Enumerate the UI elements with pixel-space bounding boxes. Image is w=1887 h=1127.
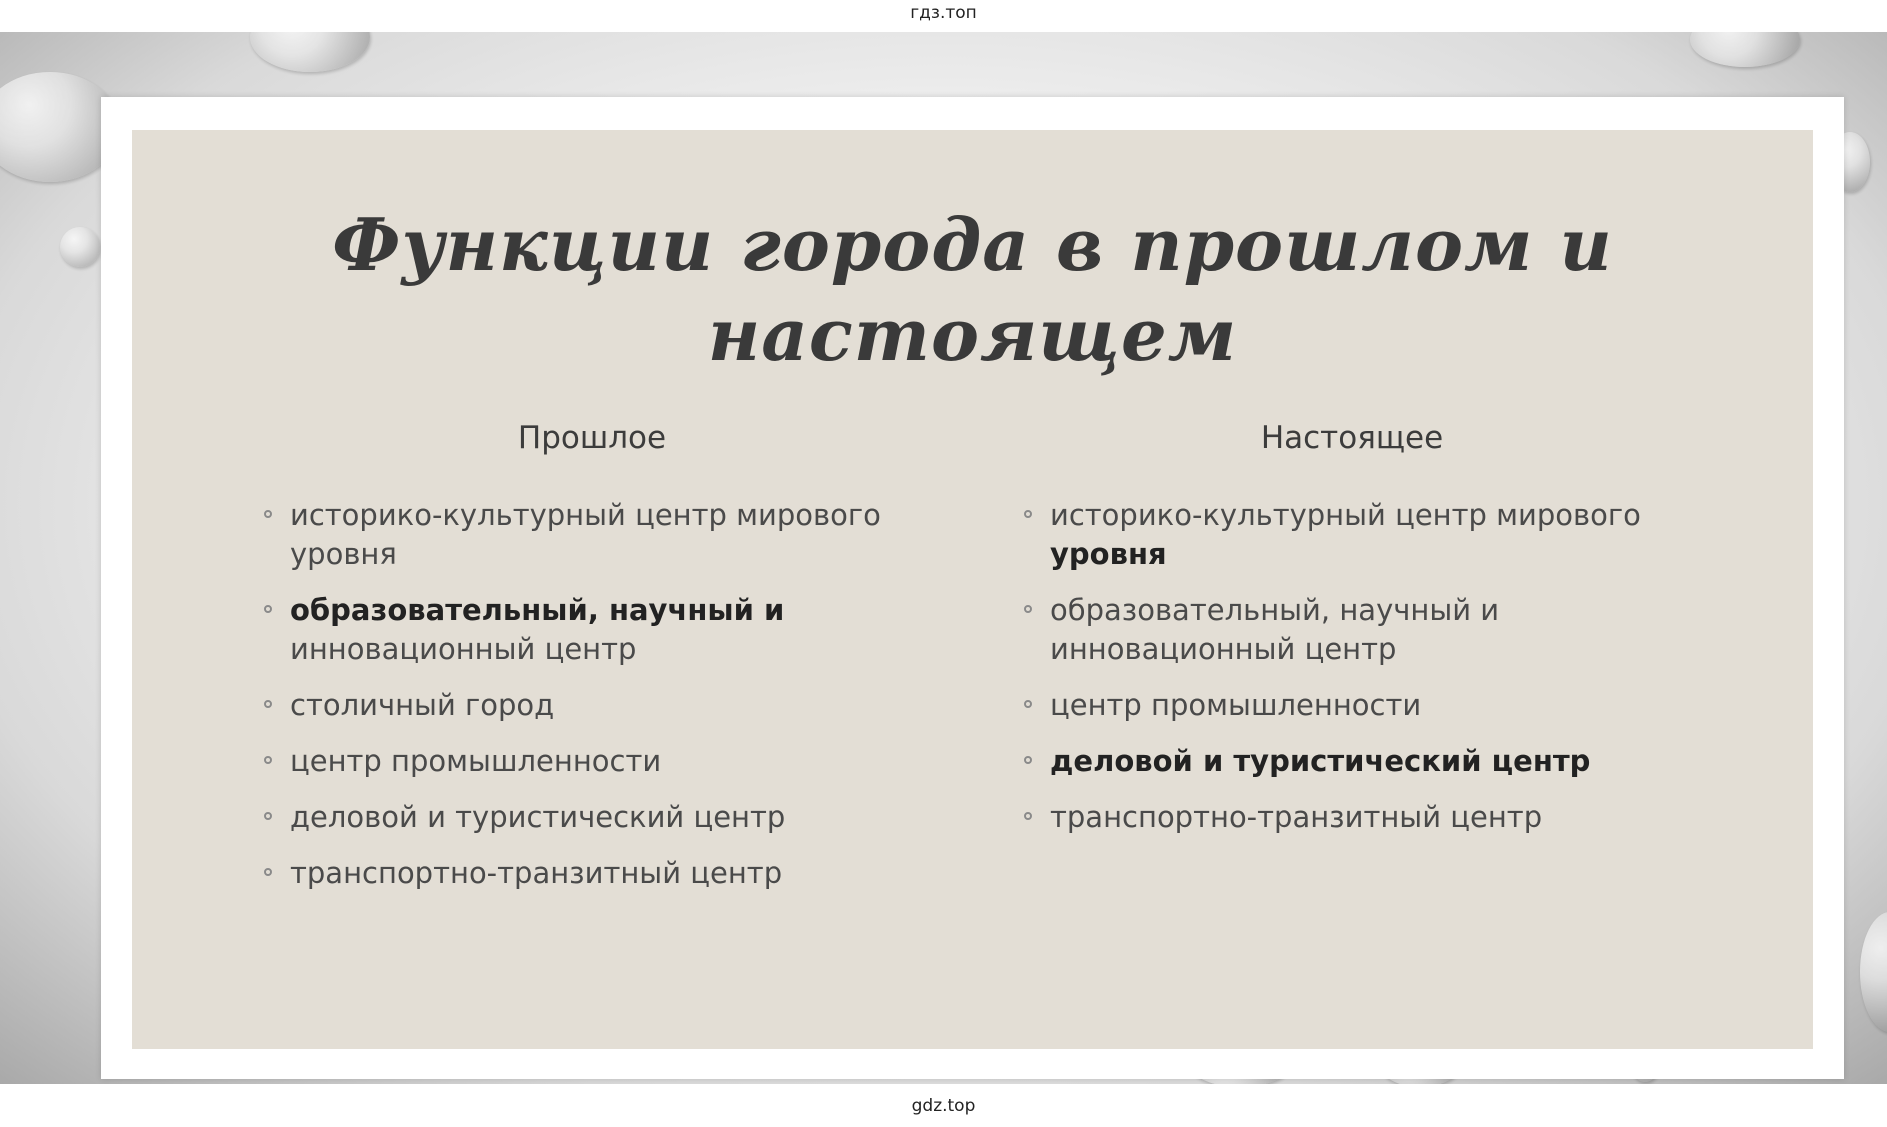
bullet-icon (1024, 756, 1032, 764)
bullet-icon (264, 605, 272, 613)
past-list (262, 496, 962, 893)
bullet-icon (264, 868, 272, 876)
list-item: транспортно-транзитный центр (262, 854, 962, 893)
slide-background (0, 32, 1887, 1084)
past-heading: Прошлое (517, 420, 667, 456)
water-drop-decoration (1860, 912, 1887, 1032)
present-column (1022, 420, 1722, 854)
list-item: образовательный, научный и инновационный центр (262, 591, 962, 669)
bullet-icon (1024, 605, 1032, 613)
list-item: центр промышленности (262, 742, 962, 781)
water-drop-decoration (1690, 32, 1800, 67)
list-item: историко-культурный центр мирового уровня (1022, 496, 1722, 574)
list-item: деловой и туристический центр (1022, 742, 1722, 781)
slide-frame (101, 97, 1844, 1079)
present-heading: Настоящее (1260, 420, 1444, 456)
bullet-icon (264, 700, 272, 708)
list-item: центр промышленности (1022, 686, 1722, 725)
list-item: столичный город (262, 686, 962, 725)
bullet-icon (1024, 510, 1032, 518)
water-drop-decoration (60, 227, 100, 267)
water-drop-decoration (250, 32, 370, 72)
watermark-top: гдз.топ (910, 3, 977, 23)
bullet-icon (264, 756, 272, 764)
bullet-icon (264, 510, 272, 518)
bullet-icon (1024, 700, 1032, 708)
present-list (1022, 496, 1722, 837)
slide-title-line1: Функции города в прошлом и (332, 202, 1613, 287)
list-item: историко-культурный центр мирового уровня (262, 496, 962, 574)
slide-title-line2: настоящем (707, 292, 1238, 377)
slide-title (132, 200, 1813, 380)
list-item: деловой и туристический центр (262, 798, 962, 837)
bullet-icon (264, 812, 272, 820)
past-column (262, 420, 962, 910)
list-item: образовательный, научный и инновационный центр (1022, 591, 1722, 669)
bullet-icon (1024, 812, 1032, 820)
watermark-bottom: gdz.top (911, 1096, 976, 1116)
slide-content-panel (132, 130, 1813, 1049)
list-item: транспортно-транзитный центр (1022, 798, 1722, 837)
